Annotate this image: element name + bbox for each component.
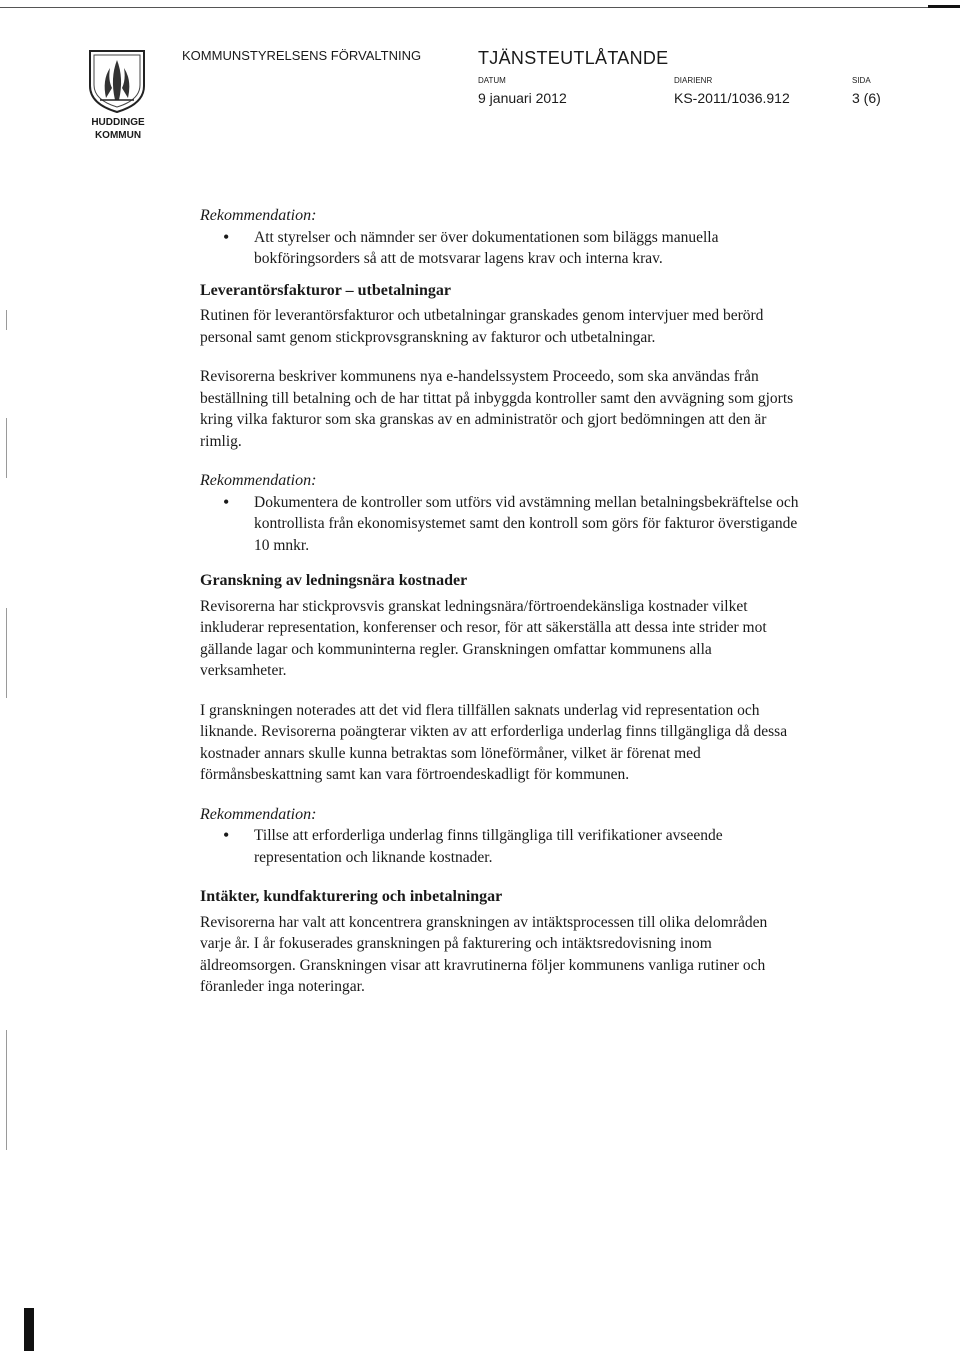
margin-line [6, 1030, 7, 1150]
recommendation-list [200, 227, 800, 270]
margin-line [6, 608, 7, 698]
coat-of-arms-icon [86, 48, 148, 114]
recommendation-list [200, 825, 800, 868]
recommendation-heading: Rekommendation: [200, 207, 317, 224]
section-heading: Granskning av ledningsnära kostnader [200, 572, 468, 589]
organization-name: KOMMUNSTYRELSENS FÖRVALTNING [182, 48, 422, 63]
recommendation-item: • Att styrelser och nämnder ser över dokumentationen som biläggs manuella bokföringsorders så att de motsvarar lagens krav och interna krav. [254, 227, 800, 270]
page-number: 3 (6) [852, 90, 881, 106]
reference-label: DIARIENR [674, 76, 713, 85]
date-label: DATUM [478, 76, 506, 85]
logo-text [80, 116, 156, 142]
top-rule-mark [928, 5, 960, 8]
top-rule [0, 7, 930, 8]
margin-line [6, 310, 7, 330]
paragraph: Rutinen för leverantörsfakturor och utbetalningar granskades genom intervjuer med berörd personal samt genom stickprovsgranskning av fakturor och utbetalningar. [200, 307, 764, 346]
paragraph: Revisorerna beskriver kommunens nya e-handelssystem Proceedo, som ska användas från beställning till betalning och de har tittat på inbyggda kontroller samt den avvägning som gjorts kring vilka fakturor som ska granskas av en administratör och gjort bedömningen att den är rimlig. [200, 368, 794, 450]
recommendation-item: • Tillse att erforderliga underlag finns tillgängliga till verifikationer avseende representation och liknande kostnader. [254, 825, 800, 868]
page-label: SIDA [852, 76, 871, 85]
margin-line [6, 418, 7, 478]
recommendation-heading: Rekommendation: [200, 472, 317, 489]
logo-line-2: KOMMUN [94, 130, 142, 141]
recommendation-item: • Dokumentera de kontroller som utförs vid avstämning mellan betalningsbekräftelse och kontrollista från ekonomisystemet samt den kontroll som görs för fakturor överstigande 10 mnkr. [254, 492, 800, 557]
document-type: TJÄNSTEUTLÅTANDE [478, 48, 669, 68]
document-body [200, 205, 800, 998]
paragraph: I granskningen noterades att det vid flera tillfällen saknats underlag vid representation och liknande. Revisorerna poängterar vikten av att erforderliga underlag finns tillgängliga då dessa kostnader annars skulle kunna betraktas som löneförmåner, vilket är förenat med förmånsbeskattning samt kan vara förtroendeskadligt för kommunen. [200, 701, 788, 783]
municipality-logo [86, 48, 148, 114]
paragraph: Revisorerna har valt att koncentrera granskningen av intäktsprocessen till olika delområden varje år. I år fokuserades granskningen på fakturering och intäktsredovisning inom äldreomsorgen. Granskningen visar att kravrutinerna följer kommunens vanliga rutiner och föranleder inga noteringar. [200, 913, 768, 995]
section-heading: Intäkter, kundfakturering och inbetalningar [200, 888, 503, 905]
logo-line-1: HUDDINGE [91, 117, 145, 128]
paragraph: Revisorerna har stickprovsvis granskat ledningsnära/förtroendekänsliga kostnader vilket inkluderar representation, konferenser och resor, för att säkerställa att dessa inte strider mot gällande lagar och kommuninterna regler. Granskningen omfattar kommunens alla verksamheter. [200, 597, 767, 679]
recommendation-list [200, 492, 800, 557]
margin-bar [24, 1308, 34, 1351]
date-value: 9 januari 2012 [478, 90, 567, 106]
recommendation-heading: Rekommendation: [200, 805, 317, 823]
section-heading: Leverantörsfakturor – utbetalningar [200, 281, 451, 299]
reference-value: KS-2011/1036.912 [674, 90, 790, 106]
